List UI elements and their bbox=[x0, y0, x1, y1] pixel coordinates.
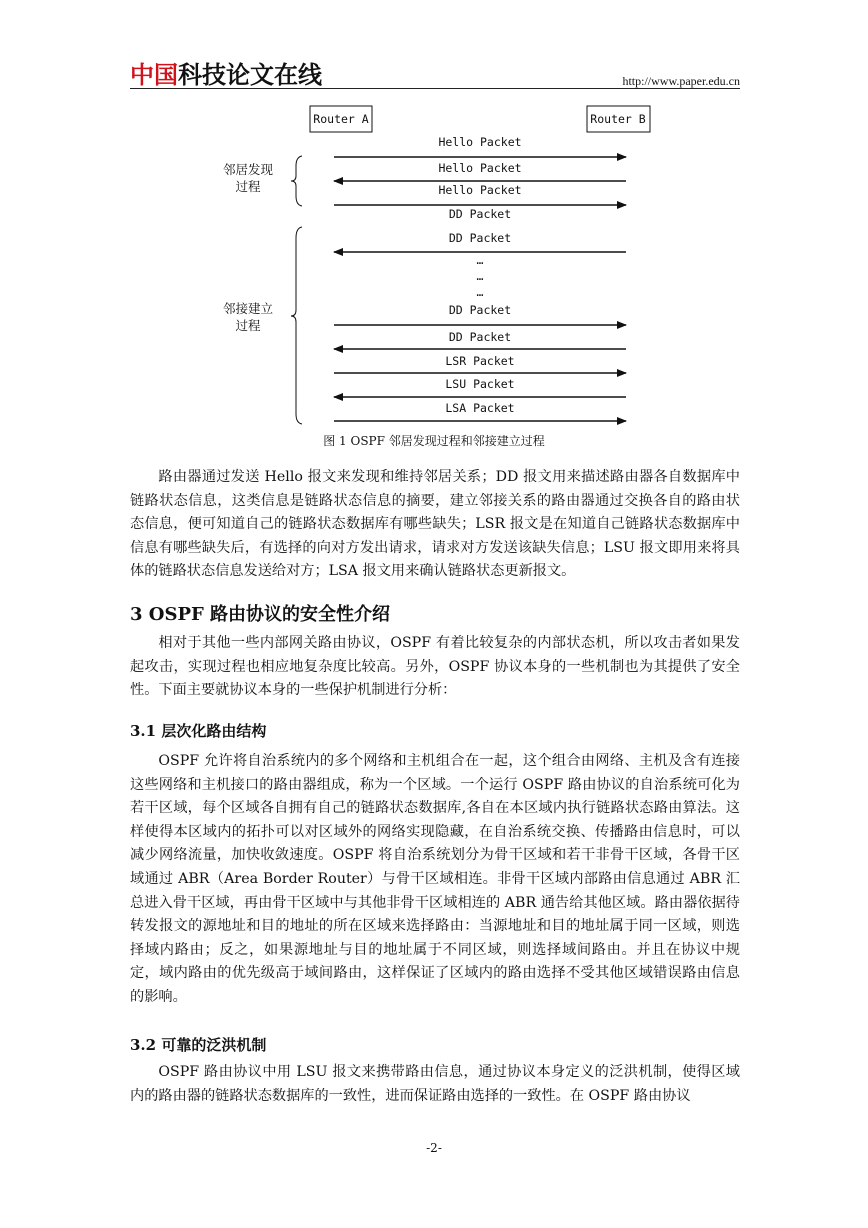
message-label: LSU Packet bbox=[445, 377, 515, 391]
section-heading-3: 3 OSPF 路由协议的安全性介绍 bbox=[130, 604, 391, 625]
router-b-label: Router B bbox=[590, 112, 646, 126]
message-label: LSR Packet bbox=[445, 354, 515, 368]
message-label: … bbox=[476, 269, 484, 283]
phase-adjacency-label-1: 邻接建立 bbox=[222, 301, 274, 316]
logo-red-text: 中国 bbox=[130, 61, 178, 89]
subsection-heading-3-2: 3.2 可靠的泛洪机制 bbox=[130, 1036, 267, 1054]
header-url[interactable]: http://www.paper.edu.cn bbox=[622, 74, 740, 88]
message-label: LSA Packet bbox=[445, 401, 515, 415]
phase-neighbor-label-1: 邻居发现 bbox=[222, 162, 274, 177]
paragraph-security-intro: 相对于其他一些内部网关路由协议，OSPF 有着比较复杂的内部状态机，所以攻击者如果发起攻击，实现过程也相应地复杂度比较高。另外，OSPF 协议本身的一些机制也为其提供了安全性。下面主要就协议本身的一些保护机制进行分析： bbox=[130, 635, 740, 699]
message-label: … bbox=[476, 253, 484, 267]
paragraph-flooding: OSPF 路由协议中用 LSU 报文来携带路由信息，通过协议本身定义的泛洪机制，使得区域内的路由器的链路状态数据库的一致性，进而保证路由选择的一致性。在 OSPF 路由协议 bbox=[130, 1064, 740, 1104]
message-label: DD Packet bbox=[448, 207, 512, 221]
router-a-label: Router A bbox=[313, 112, 369, 126]
phase-neighbor-label-2: 过程 bbox=[235, 179, 261, 194]
paragraph-packet-types: 路由器通过发送 Hello 报文来发现和维持邻居关系；DD 报文用来描述路由器各自数据库中链路状态信息，这类信息是链路状态信息的摘要，建立邻接关系的路由器通过交换各自的路由状态信息，便可知道自己的链路状态数据库有哪些缺失；LSR 报文是在知道自己链路状态数据库中信息有哪些缺失后，有选择的向对方发出请求，请求对方发送该缺失信息；LSU 报文即用来将具体的链路状态信息发送给对方；LSA 报文用来确认链路状态更新报文。 bbox=[130, 469, 740, 580]
phase-adjacency-label-2: 过程 bbox=[235, 318, 261, 333]
ospf-sequence-diagram bbox=[0, 0, 868, 460]
message-label: DD Packet bbox=[448, 231, 512, 245]
subsection-heading-3-1: 3.1 层次化路由结构 bbox=[130, 722, 267, 740]
paragraph-hierarchical-routing: OSPF 允许将自治系统内的多个网络和主机组合在一起，这个组合由网络、主机及含有连接这些网络和主机接口的路由器组成，称为一个区域。一个运行 OSPF 路由协议的自治系统可化为若干区域，每个区域各自拥有自己的链路状态数据库,各自在本区域内执行链路状态路由算法。这样使得本区域内的拓扑可以对区域外的网络实现隐藏，在自治系统交换、传播路由信息时，可以减少网络流量，加快收敛速度。OSPF 将自治系统划分为骨干区域和若干非骨干区域，各骨干区域通过 ABR（Area Border Router）与骨干区域相连。非骨干区域内部路由信息通过 ABR 汇总进入骨干区域，再由骨干区域中与其他非骨干区域相连的 ABR 通告给其他区域。路由器依据待转发报文的源地址和目的地址的所在区域来选择路由：当源地址和目的地址属于同一区域，则选择域内路由；反之，如果源地址与目的地址属于不同区域，则选择域间路由。并且在协议中规定，域内路由的优先级高于域间路由，这样保证了区域内的路由选择不受其他区域错误路由信息的影响。 bbox=[130, 753, 740, 1005]
message-label: … bbox=[476, 285, 484, 299]
adjacency-phase-brace bbox=[291, 227, 302, 424]
message-label: DD Packet bbox=[448, 330, 512, 344]
figure-caption: 图 1 OSPF 邻居发现过程和邻接建立过程 bbox=[323, 434, 545, 448]
message-label: Hello Packet bbox=[438, 161, 522, 175]
logo-dark-text: 科技论文在线 bbox=[178, 61, 322, 89]
page-number: -2- bbox=[426, 1141, 442, 1155]
message-label: DD Packet bbox=[448, 303, 512, 317]
message-label: Hello Packet bbox=[438, 135, 522, 149]
message-label: Hello Packet bbox=[438, 183, 522, 197]
message-list bbox=[334, 135, 626, 421]
neighbor-phase-brace bbox=[291, 156, 302, 206]
